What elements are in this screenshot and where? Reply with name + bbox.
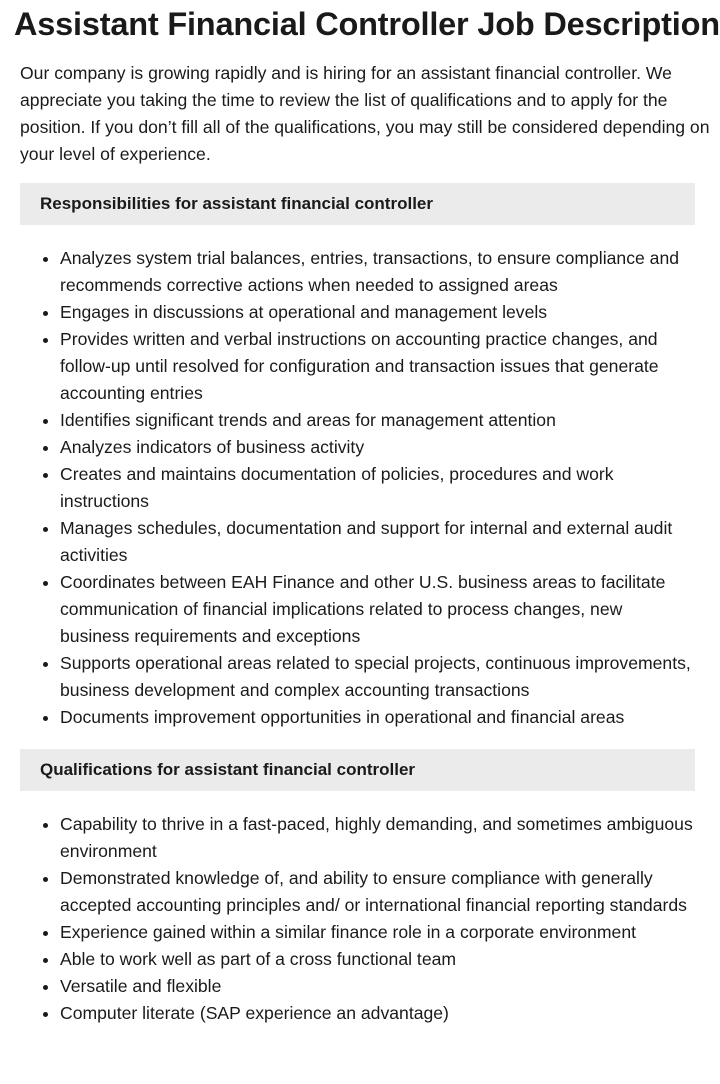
list-item: • Computer literate (SAP experience an advantage) [60,1000,695,1027]
qualifications-section [20,749,695,1027]
list-item: • Engages in discussions at operational and management levels [60,299,695,326]
intro-paragraph: Our company is growing rapidly and is hiring for an assistant financial controller. We appreciate you taking the time to review the list of qualifications and to apply for the position. If you don’t fill all of the qualifications, you may still be considered depending on your level of experience. [20,63,710,164]
responsibilities-section [20,183,695,731]
responsibilities-heading: Responsibilities for assistant financial controller [20,183,695,225]
qualifications-list [20,811,695,1027]
list-item: • Coordinates between EAH Finance and other U.S. business areas to facilitate communication of financial implications related to process changes, new business requirements and exceptions [60,569,695,650]
list-item: • Versatile and flexible [60,973,695,1000]
qualifications-heading: Qualifications for assistant financial controller [20,749,695,791]
list-item: • Documents improvement opportunities in operational and financial areas [60,704,695,731]
list-item: • Identifies significant trends and areas for management attention [60,407,695,434]
list-item: • Experience gained within a similar finance role in a corporate environment [60,919,695,946]
list-item: • Analyzes indicators of business activity [60,434,695,461]
list-item: • Capability to thrive in a fast-paced, highly demanding, and sometimes ambiguous environment [60,811,695,865]
list-item: • Creates and maintains documentation of policies, procedures and work instructions [60,461,695,515]
page-title: Assistant Financial Controller Job Description [14,6,720,42]
responsibilities-list [20,245,695,731]
list-item: • Supports operational areas related to special projects, continuous improvements, business development and complex accounting transactions [60,650,695,704]
list-item: • Provides written and verbal instructions on accounting practice changes, and follow-up until resolved for configuration and transaction issues that generate accounting entries [60,326,695,407]
list-item: • Able to work well as part of a cross functional team [60,946,695,973]
list-item: • Manages schedules, documentation and support for internal and external audit activities [60,515,695,569]
list-item: • Analyzes system trial balances, entries, transactions, to ensure compliance and recommends corrective actions when needed to assigned areas [60,245,695,299]
list-item: • Demonstrated knowledge of, and ability to ensure compliance with generally accepted accounting principles and/ or international financial reporting standards [60,865,695,919]
